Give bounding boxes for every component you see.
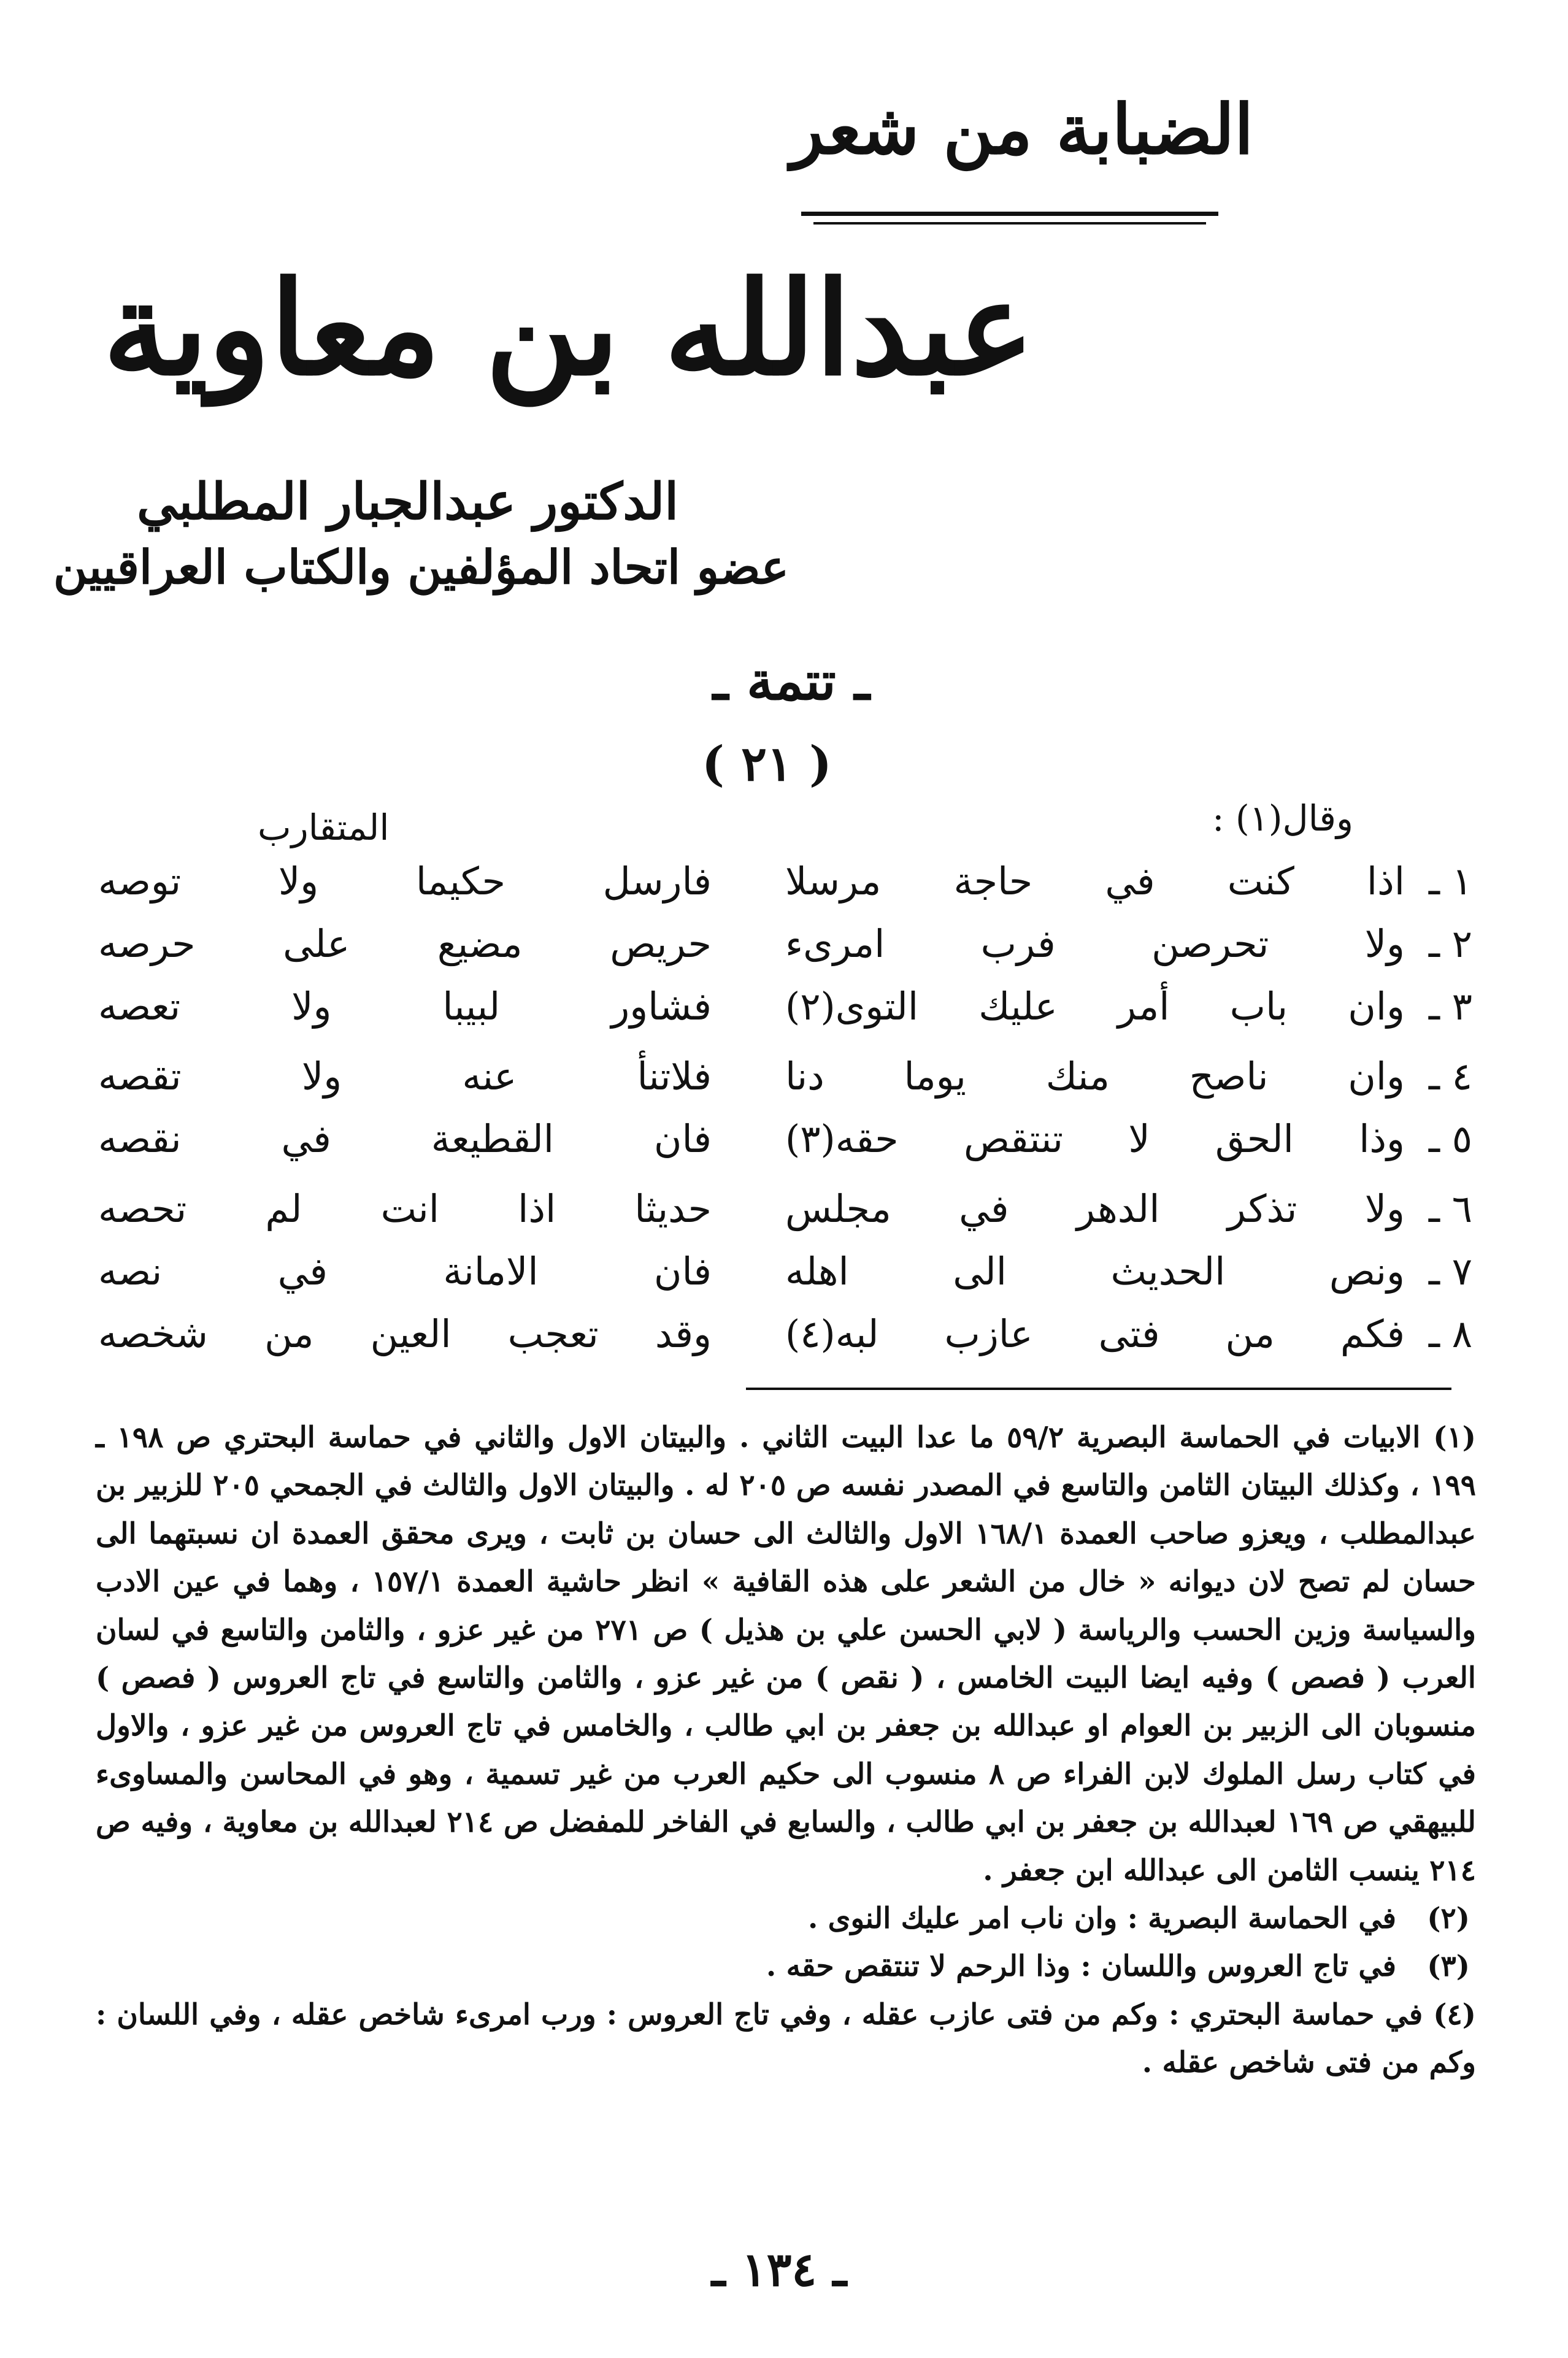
verse-second-hemistich: فان الامانة في نصه: [98, 1249, 712, 1294]
footnote-4: (٤) في حماسة البحتري : وكم من فتى عازب عقله ، وفي تاج العروس : ورب امرىء شاخص عقله ، وفي اللسان : وكم من فتى شاخص عقله .: [96, 1997, 1476, 2080]
footnote-1: (١) الابيات في الحماسة البصرية ٥٩/٢ ما عدا البيت الثاني . والبيتان الاول والثاني في حماسة البحتري ص ١٩٨ ـ ١٩٩ ، وكذلك البيتان الثامن والتاسع في المصدر نفسه ص ٢٠٥ له . والبيتان الاول والثالث في الجمحي ٢٠٥ للزبير بن عبدالمطلب ، ويعزو صاحب العمدة ١٦٨/١ الاول والثالث الى حسان بن ثابت ، ويرى محقق العمدة ان نسبتهما الى حسان لم تصح لان ديوانه « خال من الشعر على هذه القافية » انظر حاشية العمدة ١٥٧/١ ، وهما في عين الادب والسياسة وزين الحسب والرياسة ( لابي الحسن علي بن هذيل ) ص ٢٧١ من غير عزو ، والثامن والتاسع في لسان العرب ( فصص ) وفيه ايضا البيت الخامس ، ( نقص ) من غير عزو ، والثامن والتاسع في تاج العروس ( فصص ) منسوبان الى الزبير بن العوام او عبدالله بن جعفر بن ابي طالب ، والخامس في تاج العروس من غير عزو ، والاول في كتاب رسل الملوك لابن الفراء ص ٨ منسوب الى حكيم العرب من غير تسمية ، وهو في المحاسن والمساوىء للبيهقي ص ١٦٩ لعبدالله بن جعفر بن ابي طالب ، والسابع في الفاخر للمفضل ص ٢١٤ لعبدالله بن معاوية ، وفيه ص ٢١٤ ينسب الثامن الى عبدالله ابن جعفر .: [96, 1421, 1477, 1888]
verse-number: ٢ ـ: [1428, 921, 1472, 966]
author-name: الدكتور عبدالجبار المطلبي: [136, 472, 678, 531]
poem-meter: المتقارب: [258, 807, 390, 848]
verse-7: [98, 1249, 1472, 1311]
footnote-text: في الحماسة البصرية : وان ناب امر عليك النوى .: [807, 1902, 1396, 1936]
verse-1: [98, 859, 1472, 921]
verse-first-hemistich: ولا تحرصن فرب امرىء: [785, 921, 1405, 966]
verse-number: ٤ ـ: [1428, 1054, 1472, 1099]
verse-first-hemistich: فكم من فتى عازب لبه(٤): [785, 1311, 1405, 1356]
verse-first-hemistich: ونص الحديث الى اهله: [785, 1249, 1405, 1294]
page-number: ـ ١٣٤ ـ: [712, 2242, 847, 2297]
footnotes: [96, 1414, 1476, 2087]
verse-4: [98, 1054, 1472, 1116]
verse-3: [98, 984, 1472, 1047]
footnote-text: في تاج العروس واللسان : وذا الرحم لا تنتقص حقه .: [766, 1949, 1396, 1984]
verse-second-hemistich: فشاور لبيبا ولا تعصه: [98, 984, 712, 1029]
verse-second-hemistich: فان القطيعة في نقصه: [98, 1116, 712, 1161]
verse-second-hemistich: فلاتنأ عنه ولا تقصه: [98, 1054, 712, 1099]
verse-second-hemistich: حديثا اذا انت لم تحصه: [98, 1186, 712, 1231]
verse-5: [98, 1116, 1472, 1179]
verse-6: [98, 1186, 1472, 1249]
footnote-3: [96, 1943, 1476, 1991]
verse-second-hemistich: حريص مضيع على حرصه: [98, 921, 712, 966]
title-underline: [801, 212, 1218, 216]
series-title: الضبابة من شعر: [790, 90, 1254, 170]
verse-number: ٣ ـ: [1428, 984, 1472, 1029]
verse-second-hemistich: فارسل حكيما ولا توصه: [98, 859, 712, 904]
footnote-marker: (٣): [1427, 1949, 1470, 1984]
verse-first-hemistich: وان ناصح منك يوما دنا: [785, 1054, 1405, 1099]
poem-number: ( ٢١ ): [702, 736, 832, 792]
verse-number: ٨ ـ: [1428, 1311, 1472, 1356]
poet-title: عبدالله بن معاوية: [102, 253, 1034, 404]
footnote-divider: [746, 1388, 1451, 1390]
verse-second-hemistich: وقد تعجب العين من شخصه: [98, 1311, 712, 1356]
verse-first-hemistich: وذا الحق لا تنتقص حقه(٣): [785, 1116, 1405, 1161]
continued-label: ـ تتمة ـ: [713, 650, 870, 712]
verse-number: ١ ـ: [1428, 859, 1472, 904]
verse-8: [98, 1311, 1472, 1374]
poem-intro: وقال(١) :: [1212, 797, 1353, 839]
verse-first-hemistich: وان باب أمر عليك التوى(٢): [785, 984, 1405, 1029]
verse-number: ٦ ـ: [1428, 1186, 1472, 1231]
verse-number: ٥ ـ: [1428, 1116, 1472, 1161]
verse-first-hemistich: اذا كنت في حاجة مرسلا: [785, 859, 1405, 904]
verse-number: ٧ ـ: [1428, 1249, 1472, 1294]
footnote-2: [96, 1895, 1476, 1943]
author-affiliation: عضو اتحاد المؤلفين والكتاب العراقيين: [53, 540, 789, 594]
poem-verses: [98, 859, 1472, 1374]
verse-2: [98, 921, 1472, 984]
verse-first-hemistich: ولا تذكر الدهر في مجلس: [785, 1186, 1405, 1231]
footnote-marker: (٢): [1427, 1902, 1470, 1936]
title-underline-second: [813, 222, 1206, 225]
